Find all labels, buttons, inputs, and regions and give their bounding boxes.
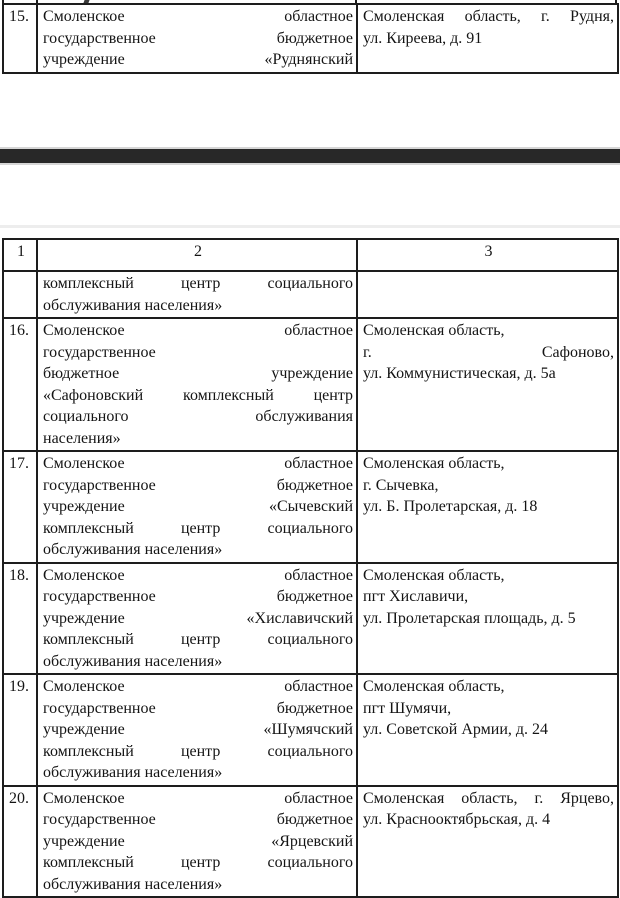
text-line: учреждение «Шумячский (43, 721, 353, 738)
text-line: Смоленское областное (43, 789, 353, 807)
header-cell-1: 1 (3, 239, 37, 271)
text-line: пгт Хиславичи, (363, 588, 469, 605)
row-number-cell (3, 271, 37, 318)
org-address-cell (357, 563, 618, 675)
text-line: Смоленское областное (43, 322, 353, 339)
table-row (3, 674, 618, 786)
text-line: ул. Пролетарская площадь, д. 5 (363, 609, 576, 627)
text-line: обслуживания населения» (43, 764, 223, 781)
table-row (3, 451, 618, 563)
text-line: ул. Краснооктябрьская, д. 4 (363, 811, 551, 828)
text-line: обслуживания населения» (43, 541, 223, 558)
org-address-cell (357, 318, 618, 451)
row-number-cell: 20. (3, 786, 37, 898)
org-address-cell (357, 4, 618, 73)
text-line: комплексный центр социального (43, 742, 353, 760)
text-line: Смоленское областное (43, 678, 353, 695)
text-line: учреждение «Сычевский (43, 498, 353, 515)
org-address-cell (357, 451, 618, 563)
text-line: комплексный центр социального (43, 519, 353, 537)
text-line: социального обслуживания (43, 408, 353, 425)
header-cell-3: 3 (357, 239, 618, 271)
table-row (3, 786, 618, 898)
text-line: комплексный центр социального (43, 631, 353, 648)
text-line: учреждение «Руднянский (43, 51, 353, 68)
org-address-cell (357, 271, 618, 318)
scan-artifact-line (0, 225, 620, 228)
text-line: обслуживания населения» (43, 875, 223, 893)
table-row (3, 318, 618, 451)
text-line: ул. Советской Армии, д. 24 (363, 721, 549, 738)
row-number-cell: 17. (3, 451, 37, 563)
page-break-bar (0, 149, 620, 163)
text-line: государственное (43, 343, 156, 361)
text-line: обслуживания населения» (43, 652, 223, 670)
org-name-cell (37, 4, 357, 73)
registry-table-previous-page (2, 3, 619, 74)
text-line: ул. Б. Пролетарская, д. 18 (363, 498, 538, 515)
text-line: государственное бюджетное (43, 29, 353, 47)
text-line: г. Сафоново, (363, 343, 614, 361)
row-number-cell: 15. (3, 4, 37, 73)
text-line: Смоленская область, г. Рудня, (363, 8, 614, 25)
org-name-cell (37, 271, 357, 318)
org-name-cell (37, 786, 357, 898)
text-line: Смоленское областное (43, 455, 353, 472)
text-line: государственное бюджетное (43, 811, 353, 828)
text-line: государственное бюджетное (43, 699, 353, 717)
text-line: комплексный центр социального (43, 854, 353, 871)
org-address-cell (357, 674, 618, 786)
text-line: учреждение «Ярцевский (43, 832, 353, 850)
registry-table (2, 238, 619, 898)
org-name-cell (37, 674, 357, 786)
text-line: населения» (43, 429, 121, 447)
text-line: Смоленская область, г. Ярцево, (363, 789, 614, 807)
text-line: обслуживания населения» (43, 296, 223, 314)
text-line: Смоленская область, (363, 322, 505, 339)
text-line: ул. Киреева, д. 91 (363, 29, 483, 47)
text-line: государственное бюджетное (43, 476, 353, 494)
text-line: бюджетное учреждение (43, 365, 353, 382)
row-number-cell: 16. (3, 318, 37, 451)
table-row (3, 4, 618, 73)
text-line: Смоленская область, (363, 566, 505, 584)
row-number-cell: 18. (3, 563, 37, 675)
org-name-cell (37, 318, 357, 451)
org-name-cell (37, 563, 357, 675)
text-line: пгт Шумячи, (363, 699, 452, 717)
text-line: учреждение «Хиславичский (43, 609, 353, 627)
text-line: Смоленское областное (43, 8, 353, 25)
table-row (3, 271, 618, 318)
text-line: государственное бюджетное (43, 588, 353, 605)
row-number-cell: 19. (3, 674, 37, 786)
text-line: Смоленская область, (363, 455, 505, 472)
org-address-cell (357, 786, 618, 898)
text-line: г. Сычевка, (363, 476, 439, 494)
text-line: Смоленское областное (43, 566, 353, 584)
header-cell-2: 2 (37, 239, 357, 271)
text-line: комплексный центр социального (43, 275, 353, 292)
table-header-row (3, 239, 618, 271)
org-name-cell (37, 451, 357, 563)
text-line: ул. Коммунистическая, д. 5а (363, 365, 556, 382)
text-line: «Сафоновский комплексный центр (43, 386, 353, 404)
table-row (3, 563, 618, 675)
text-line: Смоленская область, (363, 678, 505, 695)
